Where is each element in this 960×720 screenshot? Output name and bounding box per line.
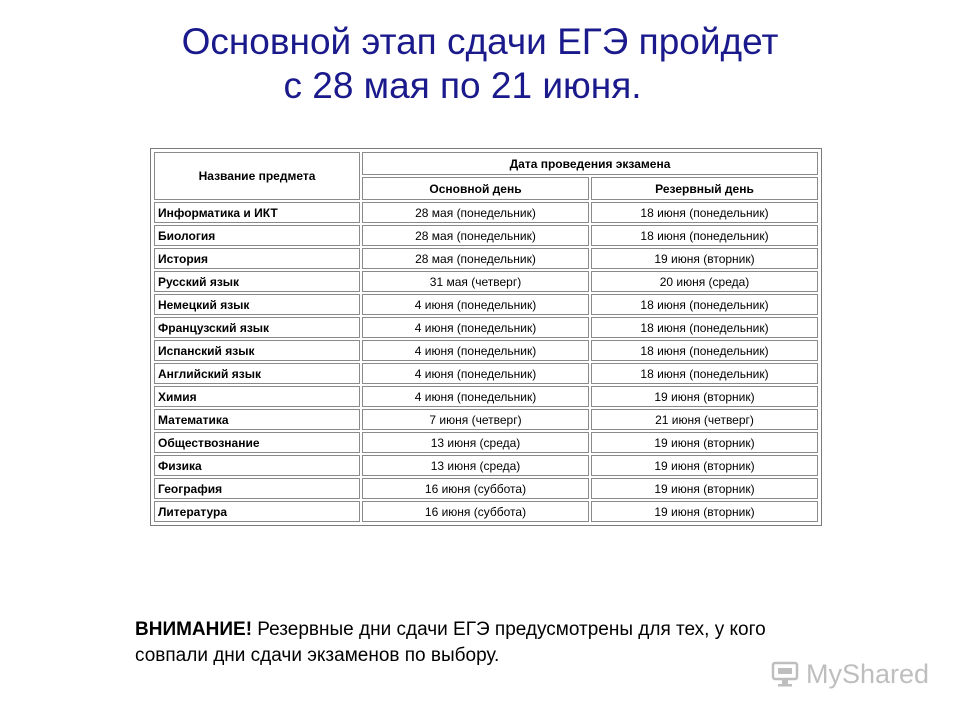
main-day-cell: 4 июня (понедельник) — [362, 363, 589, 384]
reserve-day-cell: 19 июня (вторник) — [591, 455, 818, 476]
subject-cell: Химия — [154, 386, 360, 407]
title-line-1: Основной этап сдачи ЕГЭ пройдет — [181, 21, 779, 62]
subject-cell: Французский язык — [154, 317, 360, 338]
main-day-cell: 7 июня (четверг) — [362, 409, 589, 430]
main-day-cell: 4 июня (понедельник) — [362, 317, 589, 338]
main-day-cell: 31 мая (четверг) — [362, 271, 589, 292]
table-row — [154, 432, 818, 453]
main-day-cell: 16 июня (суббота) — [362, 478, 589, 499]
main-day-cell: 16 июня (суббота) — [362, 501, 589, 522]
table-body — [154, 202, 818, 522]
exam-schedule-table-frame — [150, 148, 822, 526]
table-row — [154, 409, 818, 430]
reserve-day-cell: 18 июня (понедельник) — [591, 294, 818, 315]
table-row — [154, 248, 818, 269]
subject-cell: Обществознание — [154, 432, 360, 453]
table-row — [154, 202, 818, 223]
header-subject: Название предмета — [154, 152, 360, 200]
main-day-cell: 13 июня (среда) — [362, 455, 589, 476]
reserve-day-cell: 18 июня (понедельник) — [591, 225, 818, 246]
main-day-cell: 4 июня (понедельник) — [362, 340, 589, 361]
reserve-day-cell: 19 июня (вторник) — [591, 432, 818, 453]
main-day-cell: 28 мая (понедельник) — [362, 248, 589, 269]
subject-cell: Физика — [154, 455, 360, 476]
main-day-cell: 4 июня (понедельник) — [362, 386, 589, 407]
reserve-day-cell: 21 июня (четверг) — [591, 409, 818, 430]
table-row — [154, 317, 818, 338]
reserve-day-cell: 18 июня (понедельник) — [591, 317, 818, 338]
table-row — [154, 340, 818, 361]
exam-schedule-table — [152, 150, 820, 524]
subject-cell: Информатика и ИКТ — [154, 202, 360, 223]
table-row — [154, 271, 818, 292]
table-row — [154, 501, 818, 522]
header-exam-date: Дата проведения экзамена — [362, 152, 818, 175]
subject-cell: Немецкий язык — [154, 294, 360, 315]
main-day-cell: 28 мая (понедельник) — [362, 202, 589, 223]
reserve-day-cell: 20 июня (среда) — [591, 271, 818, 292]
table-row — [154, 294, 818, 315]
main-day-cell: 13 июня (среда) — [362, 432, 589, 453]
monitor-icon — [770, 659, 800, 689]
subject-cell: Английский язык — [154, 363, 360, 384]
page-title — [0, 20, 960, 108]
table-row — [154, 225, 818, 246]
title-line-2: с 28 мая по 21 июня. — [283, 65, 642, 106]
table-row — [154, 478, 818, 499]
reserve-day-cell: 19 июня (вторник) — [591, 248, 818, 269]
subject-cell: География — [154, 478, 360, 499]
attention-label: ВНИМАНИЕ! — [135, 619, 253, 640]
subject-cell: Математика — [154, 409, 360, 430]
reserve-day-cell: 18 июня (понедельник) — [591, 363, 818, 384]
table-row — [154, 363, 818, 384]
subject-cell: История — [154, 248, 360, 269]
reserve-day-cell: 18 июня (понедельник) — [591, 202, 818, 223]
reserve-day-cell: 18 июня (понедельник) — [591, 340, 818, 361]
table-row — [154, 455, 818, 476]
header-reserve-day: Резервный день — [591, 177, 818, 200]
subject-cell: Литература — [154, 501, 360, 522]
attention-note — [135, 617, 835, 669]
reserve-day-cell: 19 июня (вторник) — [591, 501, 818, 522]
reserve-day-cell: 19 июня (вторник) — [591, 478, 818, 499]
subject-cell: Испанский язык — [154, 340, 360, 361]
main-day-cell: 4 июня (понедельник) — [362, 294, 589, 315]
subject-cell: Русский язык — [154, 271, 360, 292]
table-row — [154, 386, 818, 407]
subject-cell: Биология — [154, 225, 360, 246]
watermark-logo — [770, 654, 930, 694]
attention-text: Резервные дни сдачи ЕГЭ предусмотрены для тех, у кого совпали дни сдачи экзаменов по выбору. — [135, 619, 766, 666]
header-main-day: Основной день — [362, 177, 589, 200]
watermark-text: MyShared — [806, 658, 930, 689]
reserve-day-cell: 19 июня (вторник) — [591, 386, 818, 407]
main-day-cell: 28 мая (понедельник) — [362, 225, 589, 246]
